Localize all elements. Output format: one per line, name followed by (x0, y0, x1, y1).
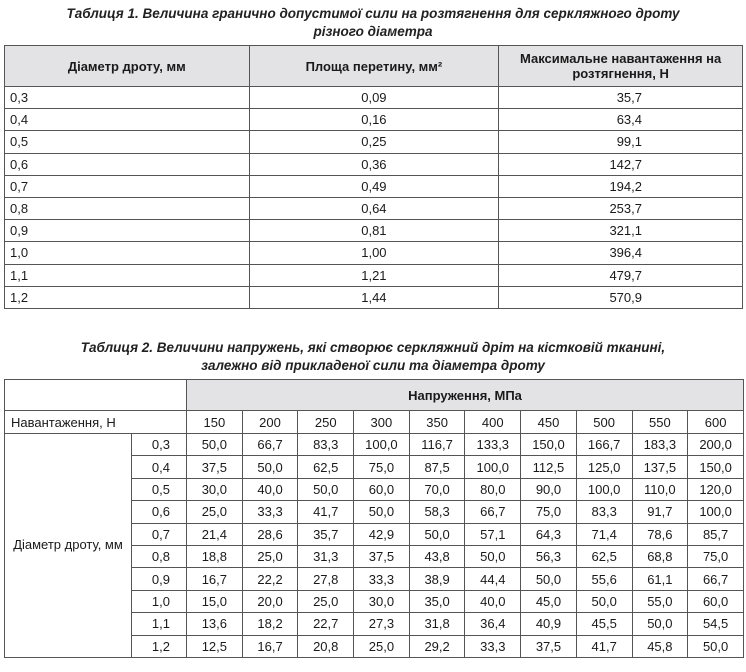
table1-header-row (5, 46, 743, 87)
stress-value: 85,7 (688, 523, 744, 545)
stress-value: 64,3 (521, 523, 577, 545)
load-value: 450 (521, 411, 577, 434)
cell-diameter: 0,6 (5, 153, 250, 175)
cell-max-load: 35,7 (499, 87, 743, 109)
stress-value: 27,8 (298, 568, 354, 590)
diameter-label: Діаметр дроту, мм (5, 434, 132, 658)
cell-diameter: 0,9 (5, 220, 250, 242)
stress-value: 35,0 (409, 590, 465, 612)
cell-max-load: 321,1 (499, 220, 743, 242)
stress-value: 45,0 (521, 590, 577, 612)
stress-value: 75,0 (688, 545, 744, 567)
table2-caption (0, 339, 746, 375)
col-header-diameter: Діаметр дроту, мм (5, 46, 250, 87)
diameter-value: 0,5 (132, 478, 187, 500)
stress-value: 66,7 (242, 434, 298, 456)
stress-value: 25,0 (298, 590, 354, 612)
table2-load-row (5, 411, 744, 434)
stress-value: 110,0 (632, 478, 688, 500)
stress-value: 33,3 (242, 501, 298, 523)
stress-value: 44,4 (465, 568, 521, 590)
table2-stress-header-row (5, 380, 744, 411)
diameter-value: 0,9 (132, 568, 187, 590)
stress-value: 20,8 (298, 635, 354, 657)
cell-cross-section: 0,36 (249, 153, 499, 175)
stress-value: 100,0 (465, 456, 521, 478)
stress-value: 112,5 (521, 456, 577, 478)
stress-value: 13,6 (187, 613, 243, 635)
stress-value: 30,0 (354, 590, 410, 612)
stress-value: 16,7 (187, 568, 243, 590)
stress-value: 68,8 (632, 545, 688, 567)
stress-value: 30,0 (187, 478, 243, 500)
cell-cross-section: 1,44 (249, 286, 499, 308)
stress-value: 33,3 (354, 568, 410, 590)
cell-cross-section: 1,00 (249, 242, 499, 264)
stress-value: 37,5 (354, 545, 410, 567)
table-row (5, 264, 743, 286)
stress-value: 100,0 (354, 434, 410, 456)
stress-value: 50,0 (521, 568, 577, 590)
cell-diameter: 1,0 (5, 242, 250, 264)
stress-value: 50,0 (465, 545, 521, 567)
cell-max-load: 253,7 (499, 197, 743, 219)
stress-value: 45,5 (576, 613, 632, 635)
table2-caption-line2: залежно від прикладеної сили та діаметра дроту (201, 358, 545, 373)
wire-stress-table (4, 379, 744, 658)
table-row (5, 220, 743, 242)
stress-value: 41,7 (298, 501, 354, 523)
stress-value: 75,0 (354, 456, 410, 478)
load-value: 200 (242, 411, 298, 434)
stress-value: 50,0 (688, 635, 744, 657)
cell-diameter: 1,1 (5, 264, 250, 286)
diameter-value: 0,4 (132, 456, 187, 478)
stress-value: 50,0 (242, 456, 298, 478)
cell-cross-section: 0,25 (249, 131, 499, 153)
stress-value: 28,6 (242, 523, 298, 545)
stress-value: 60,0 (688, 590, 744, 612)
stress-value: 66,7 (465, 501, 521, 523)
stress-value: 150,0 (688, 456, 744, 478)
stress-value: 150,0 (521, 434, 577, 456)
stress-value: 50,0 (576, 590, 632, 612)
stress-value: 40,9 (521, 613, 577, 635)
load-value: 400 (465, 411, 521, 434)
table-row (5, 242, 743, 264)
table2-caption-line1: Таблиця 2. Величини напружень, які створює серкляжний дріт на кістковій тканині, (80, 340, 666, 355)
stress-value: 22,7 (298, 613, 354, 635)
stress-value: 40,0 (465, 590, 521, 612)
load-value: 350 (409, 411, 465, 434)
stress-value: 21,4 (187, 523, 243, 545)
cell-diameter: 0,4 (5, 109, 250, 131)
table1-caption-line2: різного діаметра (313, 24, 433, 39)
diameter-value: 1,1 (132, 613, 187, 635)
stress-value: 20,0 (242, 590, 298, 612)
cell-cross-section: 0,64 (249, 197, 499, 219)
table-row (5, 434, 744, 456)
cell-cross-section: 0,81 (249, 220, 499, 242)
load-value: 300 (354, 411, 410, 434)
diameter-value: 0,3 (132, 434, 187, 456)
stress-value: 18,8 (187, 545, 243, 567)
stress-header: Напруження, МПа (187, 380, 744, 411)
stress-value: 75,0 (521, 501, 577, 523)
stress-value: 15,0 (187, 590, 243, 612)
load-value: 550 (632, 411, 688, 434)
cell-diameter: 0,7 (5, 175, 250, 197)
cell-diameter: 0,3 (5, 87, 250, 109)
stress-value: 66,7 (688, 568, 744, 590)
stress-value: 125,0 (576, 456, 632, 478)
stress-value: 22,2 (242, 568, 298, 590)
stress-value: 137,5 (632, 456, 688, 478)
stress-value: 120,0 (688, 478, 744, 500)
stress-value: 50,0 (409, 523, 465, 545)
stress-value: 166,7 (576, 434, 632, 456)
diameter-value: 0,8 (132, 545, 187, 567)
stress-value: 62,5 (576, 545, 632, 567)
stress-value: 18,2 (242, 613, 298, 635)
table-row (5, 131, 743, 153)
col-header-cross-section: Площа перетину, мм² (249, 46, 499, 87)
stress-value: 57,1 (465, 523, 521, 545)
stress-value: 45,8 (632, 635, 688, 657)
diameter-value: 0,7 (132, 523, 187, 545)
stress-value: 54,5 (688, 613, 744, 635)
col-header-max-load: Максимальне навантаження на розтягнення, Н (499, 46, 743, 87)
cell-max-load: 99,1 (499, 131, 743, 153)
stress-value: 50,0 (187, 434, 243, 456)
cell-diameter: 1,2 (5, 286, 250, 308)
table-row (5, 109, 743, 131)
table1-caption (0, 5, 746, 41)
stress-value: 80,0 (465, 478, 521, 500)
stress-value: 50,0 (354, 501, 410, 523)
cell-cross-section: 1,21 (249, 264, 499, 286)
stress-value: 91,7 (632, 501, 688, 523)
stress-value: 37,5 (521, 635, 577, 657)
cell-max-load: 63,4 (499, 109, 743, 131)
cell-max-load: 142,7 (499, 153, 743, 175)
stress-value: 33,3 (465, 635, 521, 657)
stress-value: 16,7 (242, 635, 298, 657)
stress-value: 55,6 (576, 568, 632, 590)
stress-value: 29,2 (409, 635, 465, 657)
stress-value: 43,8 (409, 545, 465, 567)
diameter-value: 0,6 (132, 501, 187, 523)
stress-value: 27,3 (354, 613, 410, 635)
cell-cross-section: 0,16 (249, 109, 499, 131)
stress-value: 35,7 (298, 523, 354, 545)
stress-value: 50,0 (298, 478, 354, 500)
cell-diameter: 0,5 (5, 131, 250, 153)
cell-max-load: 396,4 (499, 242, 743, 264)
table-row (5, 175, 743, 197)
stress-value: 31,3 (298, 545, 354, 567)
stress-value: 200,0 (688, 434, 744, 456)
stress-value: 61,1 (632, 568, 688, 590)
load-label: Навантаження, Н (5, 411, 187, 434)
cell-diameter: 0,8 (5, 197, 250, 219)
stress-value: 78,6 (632, 523, 688, 545)
stress-value: 38,9 (409, 568, 465, 590)
diameter-value: 1,0 (132, 590, 187, 612)
stress-value: 55,0 (632, 590, 688, 612)
stress-value: 100,0 (688, 501, 744, 523)
stress-value: 70,0 (409, 478, 465, 500)
stress-value: 116,7 (409, 434, 465, 456)
table-row (5, 286, 743, 308)
table-row (5, 153, 743, 175)
stress-value: 83,3 (298, 434, 354, 456)
stress-value: 25,0 (242, 545, 298, 567)
cell-cross-section: 0,49 (249, 175, 499, 197)
table2-corner-cell (5, 380, 187, 411)
cell-max-load: 570,9 (499, 286, 743, 308)
stress-value: 25,0 (187, 501, 243, 523)
stress-value: 83,3 (576, 501, 632, 523)
stress-value: 12,5 (187, 635, 243, 657)
load-value: 150 (187, 411, 243, 434)
stress-value: 36,4 (465, 613, 521, 635)
stress-value: 183,3 (632, 434, 688, 456)
stress-value: 40,0 (242, 478, 298, 500)
stress-value: 133,3 (465, 434, 521, 456)
stress-value: 60,0 (354, 478, 410, 500)
load-value: 600 (688, 411, 744, 434)
cell-max-load: 479,7 (499, 264, 743, 286)
table1-caption-line1: Таблиця 1. Величина гранично допустимої сили на розтягнення для серкляжного дроту (66, 6, 680, 21)
stress-value: 41,7 (576, 635, 632, 657)
table-row (5, 197, 743, 219)
table-row (5, 87, 743, 109)
stress-value: 37,5 (187, 456, 243, 478)
stress-value: 62,5 (298, 456, 354, 478)
stress-value: 42,9 (354, 523, 410, 545)
load-value: 500 (576, 411, 632, 434)
stress-value: 56,3 (521, 545, 577, 567)
stress-value: 100,0 (576, 478, 632, 500)
stress-value: 50,0 (632, 613, 688, 635)
stress-value: 90,0 (521, 478, 577, 500)
stress-value: 87,5 (409, 456, 465, 478)
stress-value: 71,4 (576, 523, 632, 545)
stress-value: 58,3 (409, 501, 465, 523)
wire-tensile-table (4, 45, 743, 309)
stress-value: 25,0 (354, 635, 410, 657)
cell-cross-section: 0,09 (249, 87, 499, 109)
diameter-value: 1,2 (132, 635, 187, 657)
load-value: 250 (298, 411, 354, 434)
cell-max-load: 194,2 (499, 175, 743, 197)
stress-value: 31,8 (409, 613, 465, 635)
